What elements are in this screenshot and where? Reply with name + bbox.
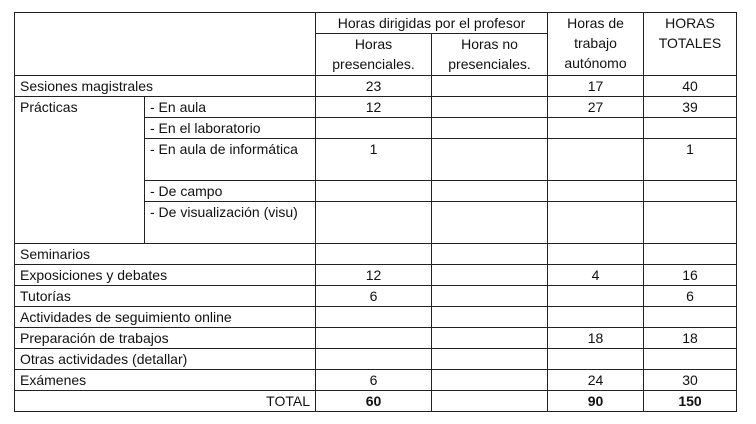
hours-table: [14, 12, 737, 412]
cell-autonomo: [548, 139, 644, 181]
cell-total: [644, 349, 737, 370]
row-label: - En el laboratorio: [145, 118, 316, 139]
cell-total: 6: [644, 286, 737, 307]
row-label: - En aula de informática: [145, 139, 316, 181]
cell-no-presenciales: [432, 328, 548, 349]
total-presenciales: 60: [316, 391, 432, 412]
cell-no-presenciales: [432, 244, 548, 265]
cell-no-presenciales: [432, 97, 548, 118]
table-row: [15, 265, 737, 286]
cell-no-presenciales: [432, 286, 548, 307]
cell-presenciales: 12: [316, 97, 432, 118]
cell-total: 16: [644, 265, 737, 286]
cell-total: [644, 202, 737, 244]
cell-no-presenciales: [432, 370, 548, 391]
total-row: [15, 391, 737, 412]
cell-total: [644, 118, 737, 139]
row-label: Tutorías: [15, 286, 316, 307]
row-label: - En aula: [145, 97, 316, 118]
row-label: Otras actividades (detallar): [15, 349, 316, 370]
row-label: Seminarios: [15, 244, 316, 265]
cell-autonomo: [548, 118, 644, 139]
table-row: [15, 328, 737, 349]
practicas-label: Prácticas: [15, 97, 145, 244]
cell-autonomo: 18: [548, 328, 644, 349]
total-no-presenciales: [432, 391, 548, 412]
cell-total: 18: [644, 328, 737, 349]
table-row: [15, 244, 737, 265]
row-label: Preparación de trabajos: [15, 328, 316, 349]
header-totales: HORAS TOTALES: [644, 13, 737, 76]
cell-no-presenciales: [432, 139, 548, 181]
total-label: TOTAL: [15, 391, 316, 412]
cell-no-presenciales: [432, 265, 548, 286]
cell-autonomo: [548, 286, 644, 307]
table-row: [15, 286, 737, 307]
cell-presenciales: [316, 202, 432, 244]
header-dirigidas: Horas dirigidas por el profesor: [316, 13, 548, 34]
cell-no-presenciales: [432, 202, 548, 244]
cell-presenciales: 23: [316, 76, 432, 97]
cell-autonomo: 27: [548, 97, 644, 118]
cell-total: [644, 307, 737, 328]
header-autonomo: Horas de trabajo autónomo: [548, 13, 644, 76]
header-presenciales: Horas presenciales.: [316, 34, 432, 76]
cell-no-presenciales: [432, 118, 548, 139]
row-label: - De campo: [145, 181, 316, 202]
row-label: Exposiciones y debates: [15, 265, 316, 286]
cell-presenciales: 6: [316, 286, 432, 307]
cell-autonomo: [548, 307, 644, 328]
table-row: [15, 76, 737, 97]
header-no-presenciales: Horas no presenciales.: [432, 34, 548, 76]
table-row: [15, 370, 737, 391]
total-autonomo: 90: [548, 391, 644, 412]
cell-autonomo: 4: [548, 265, 644, 286]
cell-autonomo: [548, 244, 644, 265]
cell-no-presenciales: [432, 181, 548, 202]
cell-total: 39: [644, 97, 737, 118]
total-horas: 150: [644, 391, 737, 412]
cell-presenciales: 1: [316, 139, 432, 181]
cell-presenciales: [316, 307, 432, 328]
cell-total: [644, 244, 737, 265]
cell-total: 30: [644, 370, 737, 391]
cell-autonomo: [548, 349, 644, 370]
cell-autonomo: [548, 181, 644, 202]
cell-no-presenciales: [432, 307, 548, 328]
table-row: [15, 97, 737, 118]
cell-total: 1: [644, 139, 737, 181]
cell-presenciales: 12: [316, 265, 432, 286]
row-label: Sesiones magistrales: [15, 76, 316, 97]
row-label: Actividades de seguimiento online: [15, 307, 316, 328]
cell-total: [644, 181, 737, 202]
row-label: Exámenes: [15, 370, 316, 391]
cell-autonomo: 17: [548, 76, 644, 97]
cell-autonomo: [548, 202, 644, 244]
cell-presenciales: [316, 328, 432, 349]
cell-total: 40: [644, 76, 737, 97]
table-row: [15, 349, 737, 370]
header-empty-cell: [15, 13, 316, 76]
cell-presenciales: [316, 181, 432, 202]
cell-no-presenciales: [432, 76, 548, 97]
cell-presenciales: 6: [316, 370, 432, 391]
cell-autonomo: 24: [548, 370, 644, 391]
cell-presenciales: [316, 118, 432, 139]
table-row: [15, 307, 737, 328]
cell-presenciales: [316, 349, 432, 370]
cell-no-presenciales: [432, 349, 548, 370]
cell-presenciales: [316, 244, 432, 265]
row-label: - De visualización (visu): [145, 202, 316, 244]
